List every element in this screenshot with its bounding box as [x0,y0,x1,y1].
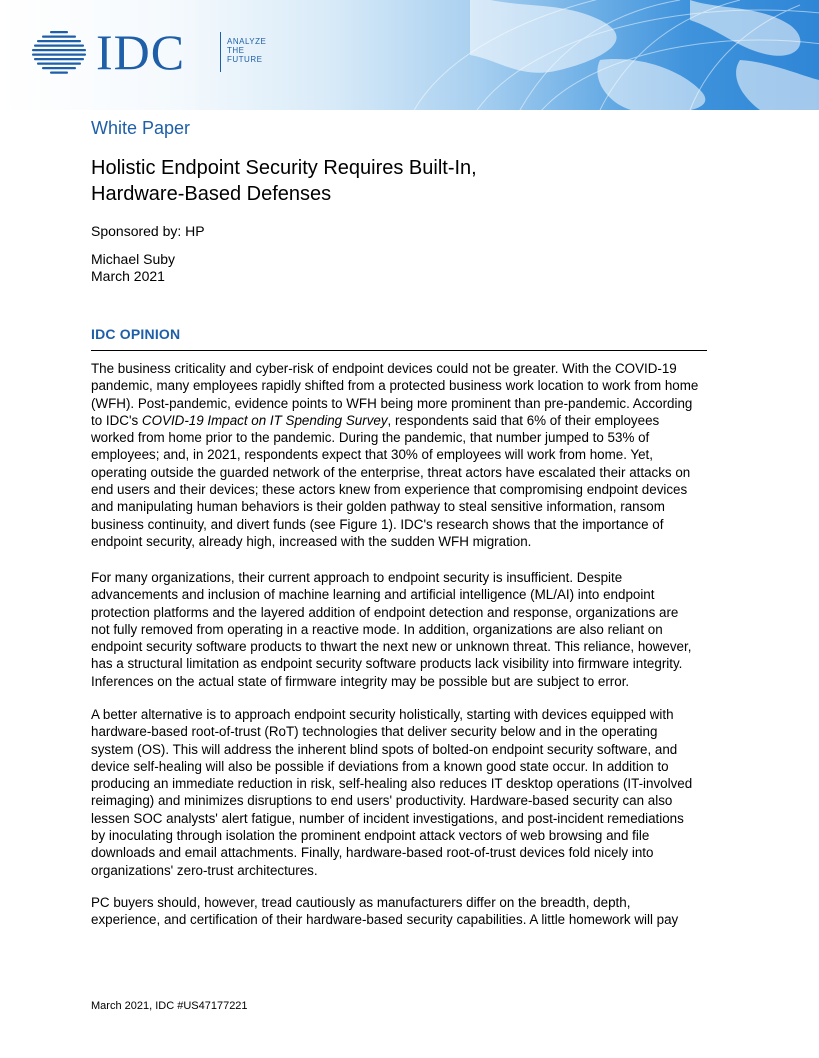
paragraph-line: PC buyers should, however, tread cautiously as manufacturers differ on the breadth, depth, [91,895,631,910]
paragraph-line: endpoint security software products to thwart the next new or unknown threat. This reliance, however, [91,639,692,655]
paragraph-line: operating outside the guarded network of the enterprise, threat actors have escalated their attacks on [91,464,691,480]
body-paragraph [91,706,731,879]
paragraph-line: by inoculating through isolation the prominent endpoint attack vectors of web browsing and file [91,828,650,844]
paragraph-line: and manipulating human behaviors is their golden pathway to steal sensitive information, ransom [91,499,665,515]
paragraph-line: The business criticality and cyber-risk of endpoint devices could not be greater. With the COVID-19 [91,361,677,376]
logo-tagline-line: ANALYZE [227,37,267,46]
document-type: White Paper [91,118,191,138]
paragraph-line: endpoint security, already high, increased with the sudden WFH migration. [91,533,532,549]
document-title [91,155,477,207]
header-banner [0,0,819,110]
logo-tagline [227,37,266,64]
paragraph-line: pandemic, many employees rapidly shifted from a protected business work location to work from home [91,378,699,394]
paragraph-line: business continuity, and divert funds (see Figure 1). IDC's research shows that the importance of [91,516,664,532]
paragraph-line: system (OS). This will address the inherent blind spots of bolted-on endpoint security software, and [91,741,678,757]
paragraph-line: advancements and inclusion of machine learning and artificial intelligence (ML/AI) into endpoint [91,587,655,603]
section-heading: IDC OPINION [91,326,181,342]
paragraph-line: A better alternative is to approach endpoint security holistically, starting with devices equipped with [91,707,674,722]
paragraph-line: downloads and email attachments. Finally, hardware-based root-of-trust devices fold nicely into [91,845,654,861]
paragraph-line: reimaging) and minimizes disruptions to end users' productivity. Hardware-based security can also [91,793,673,809]
logo-tagline-line: THE [227,46,245,55]
paragraph-line: device self-healing will also be possible if deviations from a known good state occur. In addition to [91,758,669,774]
survey-title: COVID-19 Impact on IT Spending Survey [141,412,388,428]
line-segment: , respondents said that 6% of their employees [387,412,660,428]
paragraph-line: worked from home prior to the pandemic. During the pandemic, that number jumped to 53% of [91,430,650,446]
body-paragraph [91,360,731,550]
author-block [91,251,175,285]
paragraph-line: (WFH). Post-pandemic, evidence points to WFH being more prominent than pre-pandemic. According [91,395,693,411]
paragraph-line: experience, and certification of their hardware-based security capabilities. A little homework will pay [91,912,679,928]
document-title-line: Hardware-Based Defenses [91,183,332,205]
paragraph-line: not fully removed from operating in a reactive mode. In addition, organizations are also reliant on [91,621,663,637]
body-paragraph [91,894,731,929]
paragraph-line: employees; and, in 2021, respondents expect that 30% of employees will work from home. Yet, [91,447,653,463]
paragraph-line: lessen SOC analysts' alert fatigue, number of incident investigations, and post-incident remediations [91,810,684,826]
paragraph-line: organizations' zero-trust architectures. [91,862,318,878]
logo-divider [220,32,221,72]
paragraph-line: producing an immediate reduction in risk, self-healing also reduces IT desktop operations (IT-involved [91,776,693,792]
paragraph-line: Inferences on the actual state of firmware integrity may be possible but are subject to error. [91,673,630,689]
paragraph-line: has a structural limitation as endpoint security software products lack visibility into firmware integrity. [91,656,683,672]
paragraph-line: hardware-based root-of-trust (RoT) technologies that deliver security below and in the operating [91,724,658,740]
idc-globe-icon [28,30,90,74]
paragraph-line: For many organizations, their current approach to endpoint security is insufficient. Despite [91,570,623,585]
document-title-line: Holistic Endpoint Security Requires Built-In, [91,157,477,179]
idc-wordmark: IDC [96,24,186,80]
paragraph-line: end users and their devices; these actors knew from experience that compromising endpoint devices [91,482,688,498]
logo-tagline-line: FUTURE [227,55,263,64]
publication-date: March 2021 [91,268,165,284]
section-divider [91,350,707,351]
sponsor-line: Sponsored by: HP [91,223,205,239]
paragraph-line: protection platforms and the layered addition of endpoint detection and response, organizations are [91,604,679,620]
paragraph-line [91,412,731,429]
page-footer: March 2021, IDC #US47177221 [91,1000,248,1012]
line-segment: to IDC's [91,412,142,428]
body-paragraph [91,569,731,690]
author-name: Michael Suby [91,251,176,267]
